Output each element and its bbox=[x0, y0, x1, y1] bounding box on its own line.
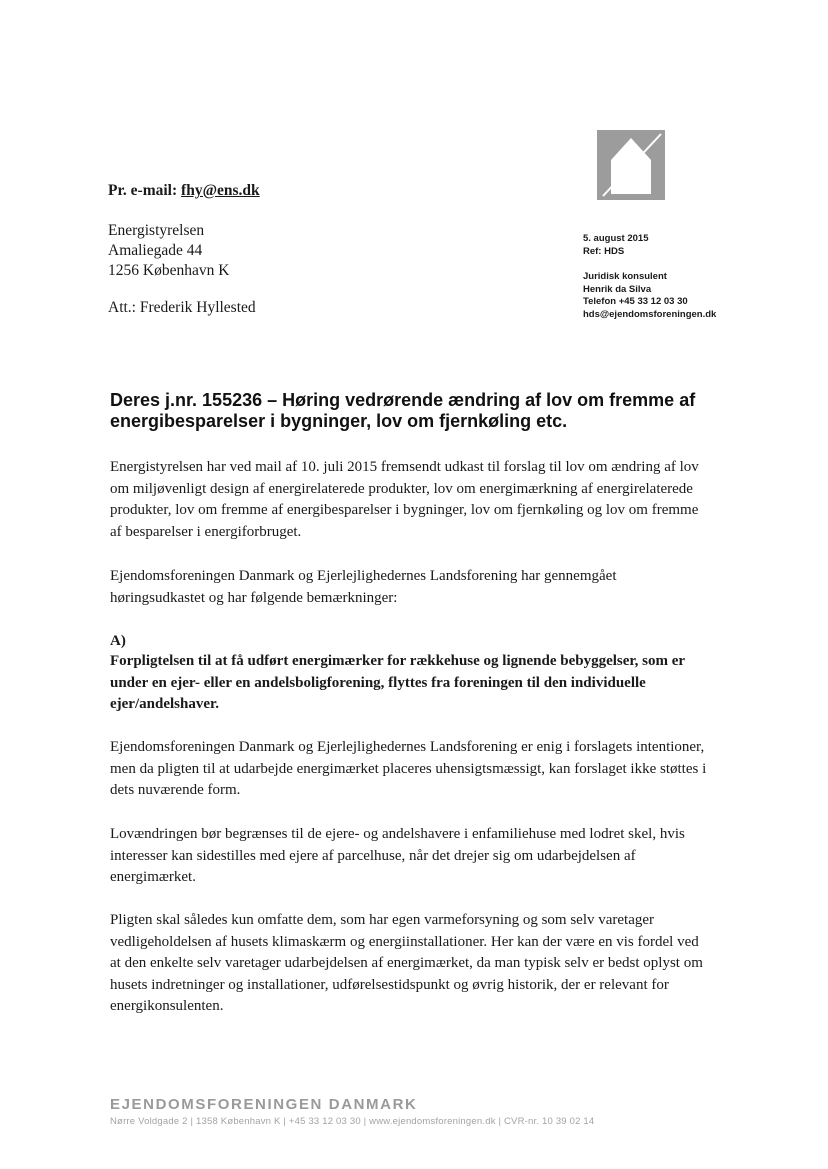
letter-subject: Deres j.nr. 155236 – Høring vedrørende ændring af lov om fremme af energibesparelser i bygninger, lov om fjernkøling etc. bbox=[110, 390, 696, 431]
body-paragraph-3: Ejendomsforeningen Danmark og Ejerlejlighedernes Landsforening er enig i forslagets intentioner, men da pligten til at udarbejde energimærket placeres uhensigtsmæssigt, kan forslaget ikke støttes i dets nuværende form. bbox=[110, 739, 707, 798]
sender-title: Juridisk konsulent bbox=[583, 271, 667, 282]
body-paragraph-4: Lovændringen bør begrænses til de ejere- og andelshavere i enfamiliehuse med lodret skel, hvis interesser kan sidestilles med ejere af parcelhuse, når det drejer sig om udarbejdelsen af energimærket. bbox=[110, 826, 685, 885]
house-logo-icon bbox=[597, 130, 665, 200]
recipient-address bbox=[108, 221, 229, 281]
section-a-heading: Forpligtelsen til at få udført energimærker for rækkehuse og lignende bebyggelser, som er under en ejer- eller en andelsboligforening, flyttes fra foreningen til den individuelle ejer/andelshaver. bbox=[110, 653, 685, 712]
recipient-org: Energistyrelsen bbox=[108, 222, 205, 239]
attention-line: Att.: Frederik Hyllested bbox=[108, 299, 256, 316]
body-paragraph-2: Ejendomsforeningen Danmark og Ejerlejlighedernes Landsforening har gennemgået høringsudkastet og har følgende bemærkninger: bbox=[110, 568, 617, 606]
body-paragraph-1: Energistyrelsen har ved mail af 10. juli 2015 fremsendt udkast til forslag til lov om ændring af lov om miljøvenligt design af energirelaterede produkter, lov om energimærkning af energirelaterede produkter, lov om fremme af energibesparelser i bygninger, lov om fjernkøling og lov om fremme af besparelser i energiforbruget. bbox=[110, 459, 699, 540]
date-ref-block bbox=[583, 233, 648, 258]
sender-phone: Telefon +45 33 12 03 30 bbox=[583, 296, 688, 307]
letter-date: 5. august 2015 bbox=[583, 233, 649, 244]
sender-name: Henrik da Silva bbox=[583, 283, 652, 295]
footer-org-name: EJENDOMSFORENINGEN DANMARK bbox=[110, 1096, 418, 1113]
section-a-label: A) bbox=[110, 633, 126, 649]
recipient-street: Amaliegade 44 bbox=[108, 242, 203, 259]
footer-contact-info: Nørre Voldgade 2 | 1358 København K | +45 33 12 03 30 | www.ejendomsforeningen.dk | CVR-nr. 10 39 02 14 bbox=[110, 1116, 595, 1127]
recipient-email-link[interactable]: fhy@ens.dk bbox=[181, 182, 260, 199]
email-label: Pr. e-mail: bbox=[108, 182, 178, 199]
letter-ref: Ref: HDS bbox=[583, 245, 625, 257]
sender-email[interactable]: hds@ejendomsforeningen.dk bbox=[583, 308, 717, 320]
recipient-city: 1256 København K bbox=[108, 262, 230, 279]
sender-contact-block bbox=[583, 271, 716, 321]
body-paragraph-5: Pligten skal således kun omfatte dem, som har egen varmeforsyning og som selv varetager vedligeholdelsen af husets klimaskærm og energiinstallationer. Her kan der være en vis fordel ved at den enkelte selv varetager udarbejdelsen af energimærket, da man typisk selv er bedst oplyst om husets indretninger og installationer, udførelsestidspunkt og øvrig historik, der er relevant for energikonsulenten. bbox=[110, 912, 703, 1014]
email-line bbox=[108, 182, 260, 200]
